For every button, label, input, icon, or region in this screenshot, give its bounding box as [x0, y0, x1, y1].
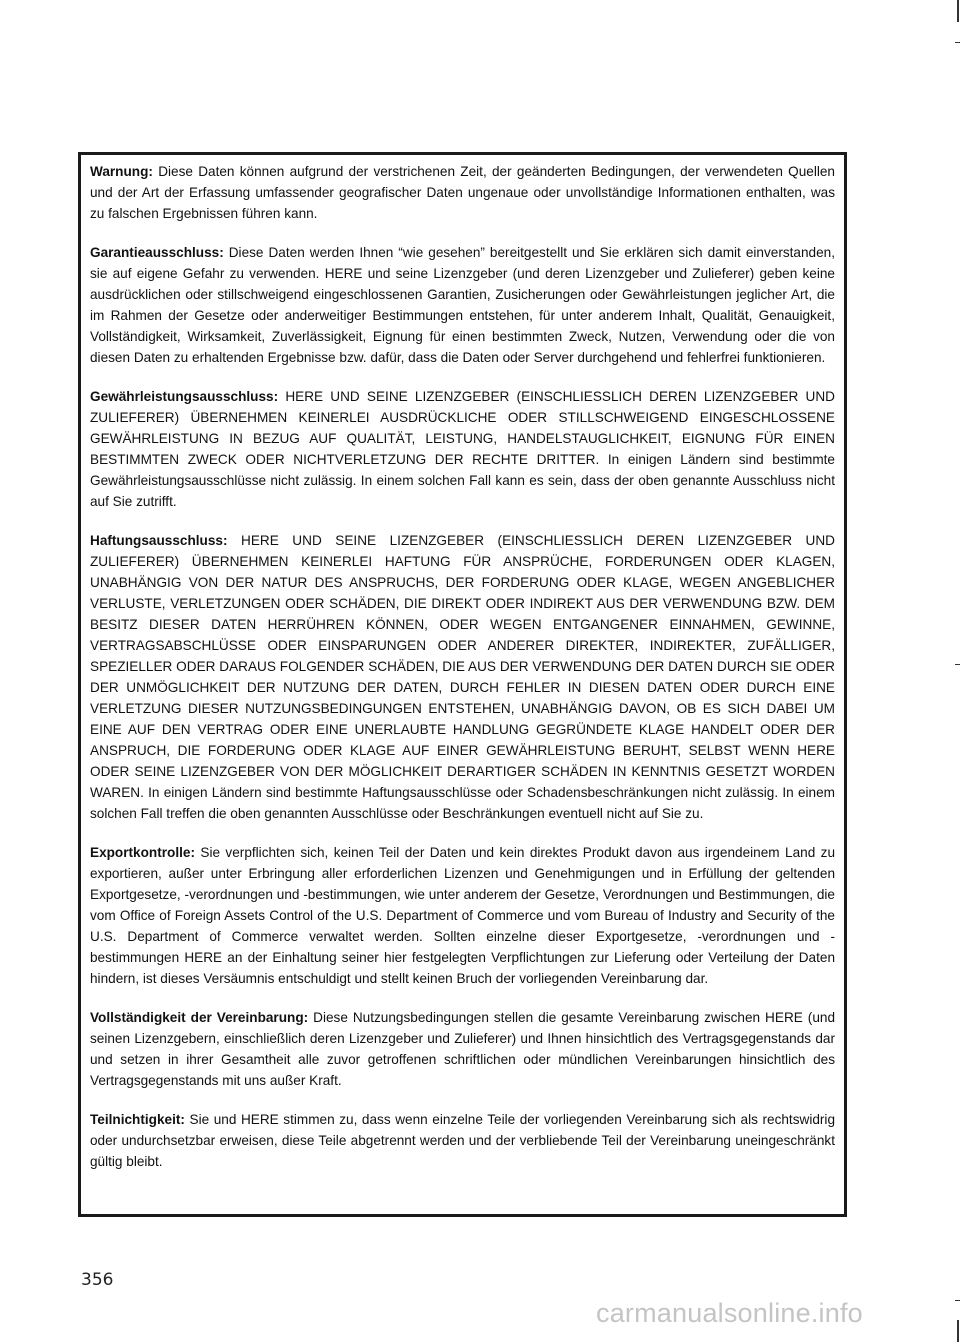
section-label: Haftungsausschluss: [90, 533, 228, 548]
section-label: Vollständigkeit der Vereinbarung: [90, 1010, 309, 1025]
section-text: Sie und HERE stimmen zu, dass wenn einzelne Teile der vorliegenden Vereinbarung sich als rechtswidrig oder undurchsetzbar erweisen, diese Teile abgetrennt werden und der verbliebende Teil der Vereinbarung uneingeschränkt gültig bleibt. [90, 1112, 836, 1169]
watermark: carmanualsonline.info [596, 1298, 863, 1328]
crop-mark-top [957, 0, 959, 22]
section-garantieausschluss [90, 242, 835, 368]
section-haftungsausschluss [90, 530, 835, 824]
crop-mark-top-tick [955, 42, 960, 43]
section-label: Teilnichtigkeit: [90, 1112, 185, 1127]
section-exportkontrolle [90, 842, 835, 989]
section-text: Sie verpflichten sich, keinen Teil der Daten und kein direktes Produkt davon aus irgendeinem Land zu exportieren, außer unter Erbringung aller erforderlichen Lizenzen und Genehmigungen und in Erfüllung der geltenden Exportgesetze, -verordnungen und -bestimmungen, wie unter anderem der Gesetze, Verordnungen und Bestimmungen, die vom Office of Foreign Assets Control of the U.S. Department of Commerce und vom Bureau of Industry and Security of the U.S. Department of Commerce verwaltet werden. Sollten einzelne dieser Exportgesetze, -verordnungen und -bestimmungen HERE an der Einhaltung seiner hier festgelegten Verpflichtungen zur Lieferung oder Verteilung der Daten hindern, ist dieses Versäumnis entschuldigt und stellt keinen Bruch der vorliegenden Vereinbarung dar. [90, 845, 836, 986]
section-label: Garantieausschluss: [90, 245, 224, 260]
page-number: 356 [81, 1270, 114, 1290]
section-text: Diese Nutzungsbedingungen stellen die gesamte Vereinbarung zwischen HERE (und seinen Lizenzgebern, einschließlich deren Lizenzgeber und Zulieferer) und Ihnen hinsichtlich des Vertragsgegenstands dar und setzen in ihrer Gesamtheit alle zuvor getroffenen schriftlichen oder mündlichen Vereinbarungen hinsichtlich des Vertragsgegenstands mit uns außer Kraft. [90, 1010, 835, 1088]
crop-mark-bottom [957, 1320, 959, 1342]
section-warnung [90, 161, 835, 224]
section-label: Exportkontrolle: [90, 845, 195, 860]
section-gewaehrleistungsausschluss [90, 386, 835, 512]
section-text: Diese Daten werden Ihnen “wie gesehen” bereitgestellt und Sie erklären sich damit einverstanden, sie auf eigene Gefahr zu verwenden. HERE und seine Lizenzgeber (und deren Lizenzgeber und Zulieferer) geben keine ausdrücklichen oder stillschweigend eingeschlossenen Garantien, Zusicherungen oder Gewährleistungen jeglicher Art, die im Rahmen der Gesetze oder anderweitiger Bestimmungen entstehen, für unter anderem Inhalt, Qualität, Genauigkeit, Vollständigkeit, Wirksamkeit, Zuverlässigkeit, Eignung für einen bestimmten Zweck, Nutzen, Verwendung oder die von diesen Daten zu erhaltenden Ergebnisse bzw. dafür, dass die Daten oder Server durchgehend und fehlerfrei funktionieren. [90, 245, 835, 365]
crop-mark-middle-tick [955, 664, 960, 665]
section-teilnichtigkeit [90, 1109, 835, 1172]
legal-notice-box [78, 152, 847, 1217]
section-label: Gewährleistungsausschluss: [90, 389, 279, 404]
section-text: HERE UND SEINE LIZENZGEBER (EINSCHLIESSLICH DEREN LIZENZGEBER UND ZULIEFERER) ÜBERNEHMEN KEINERLEI HAFTUNG FÜR ANSPRÜCHE, FORDERUNGEN ODER KLAGEN, UNABHÄNGIG VON DER NATUR DES ANSPRUCHS, DER FORDERUNG ODER KLAGE, WEGEN ANGEBLICHER VERLUSTE, VERLETZUNGEN ODER SCHÄDEN, DIE DIREKT ODER INDIREKT AUS DER VERWENDUNG BZW. DEM BESITZ DIESER DATEN HERRÜHREN KÖNNEN, ODER WEGEN ENTGANGENER EINNAHMEN, GEWINNE, VERTRAGSABSCHLÜSSE ODER EINSPARUNGEN ODER ANDERER DIREKTER, INDIREKTER, ZUFÄLLIGER, SPEZIELLER ODER DARAUS FOLGENDER SCHÄDEN, DIE AUS DER VERWENDUNG DER DATEN DURCH SIE ODER DER UNMÖGLICHKEIT DER NUTZUNG DER DATEN, DURCH FEHLER IN DIESEN DATEN ODER DURCH EINE VERLETZUNG DIESER NUTZUNGSBEDINGUNGEN ENTSTEHEN, UNABHÄNGIG DAVON, OB ES SICH DABEI UM EINE AUF DEN VERTRAG ODER EINE UNERLAUBTE HANDLUNG GEGRÜNDETE KLAGE HANDELT ODER DER ANSPRUCH, DIE FORDERUNG ODER KLAGE AUF EINER GEWÄHRLEISTUNG BERUHT, SELBST WENN HERE ODER SEINE LIZENZGEBER VON DER MÖGLICHKEIT DERARTIGER SCHÄDEN IN KENNTNIS GESETZT WORDEN WAREN. In einigen Ländern sind bestimmte Haftungsausschlüsse oder Schadensbeschränkungen nicht zulässig. In einem solchen Fall treffen die oben genannten Ausschlüsse oder Beschränkungen eventuell nicht auf Sie zu. [90, 533, 835, 821]
section-text: HERE UND SEINE LIZENZGEBER (EINSCHLIESSLICH DEREN LIZENZGEBER UND ZULIEFERER) ÜBERNEHMEN KEINERLEI AUSDRÜCKLICHE ODER STILLSCHWEIGEND EINGESCHLOSSENE GEWÄHRLEISTUNG IN BEZUG AUF QUALITÄT, LEISTUNG, HANDELSTAUGLICHKEIT, EIGNUNG FÜR EINEN BESTIMMTEN ZWECK ODER NICHTVERLETZUNG DER RECHTE DRITTER. In einigen Ländern sind bestimmte Gewährleistungsausschlüsse nicht zulässig. In einem solchen Fall kann es sein, dass der oben genannte Ausschluss nicht auf Sie zutrifft. [90, 389, 835, 509]
section-text: Diese Daten können aufgrund der verstrichenen Zeit, der geänderten Bedingungen, der verwendeten Quellen und der Art der Erfassung umfassender geografischer Daten ungenaue oder unvollständige Informationen enthalten, was zu falschen Ergebnissen führen kann. [90, 164, 835, 221]
section-vollstaendigkeit [90, 1007, 835, 1091]
section-label: Warnung: [90, 164, 153, 179]
crop-mark-bottom-tick [955, 1300, 960, 1301]
